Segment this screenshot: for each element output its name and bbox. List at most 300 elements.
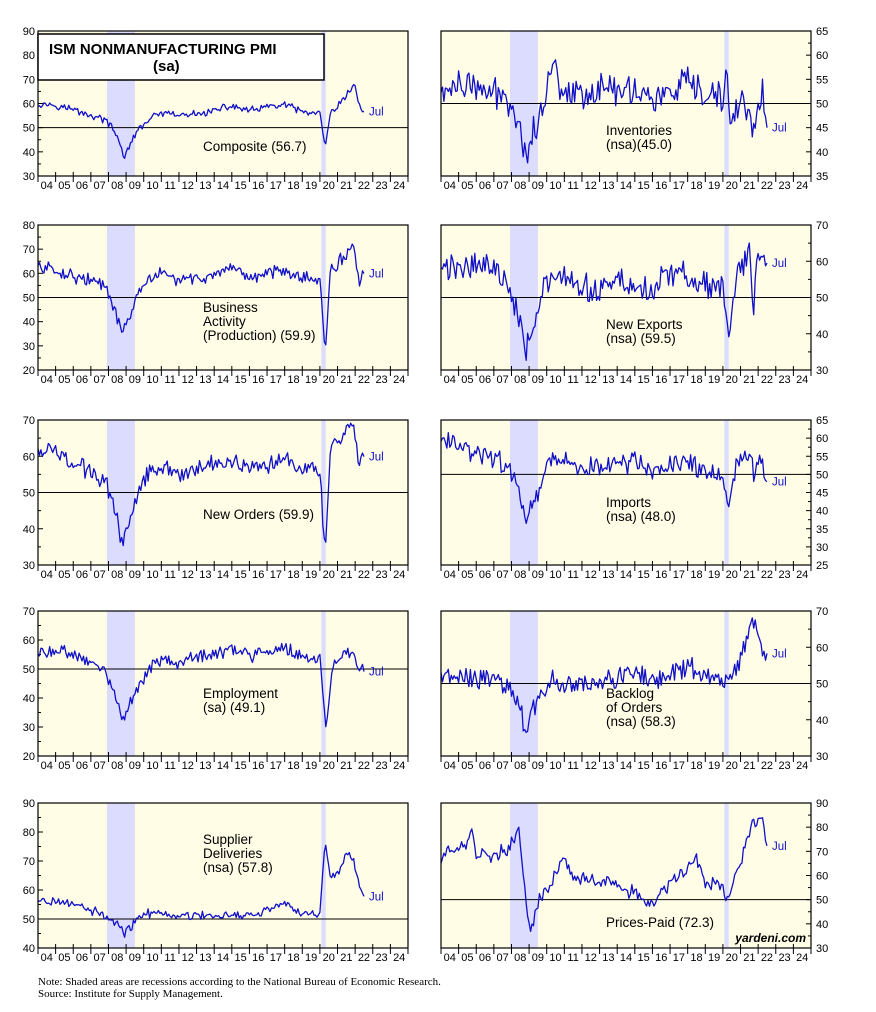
x-tick-label: 19 — [304, 180, 318, 192]
footnotes — [38, 976, 441, 1000]
last-month-label: Jul — [771, 648, 787, 661]
x-tick-label: 22 — [760, 180, 774, 192]
x-tick-label: 06 — [75, 952, 89, 964]
x-tick-label: 05 — [461, 760, 474, 772]
x-tick-label: 18 — [287, 180, 300, 192]
y-tick-label: 80 — [22, 827, 35, 839]
x-tick-label: 21 — [340, 952, 353, 964]
y-tick-label: 50 — [816, 894, 829, 907]
x-tick-label: 18 — [287, 374, 300, 386]
x-tick-label: 12 — [584, 952, 597, 964]
x-tick-label: 06 — [478, 180, 492, 192]
y-tick-label: 35 — [816, 523, 829, 536]
x-tick-label: 15 — [234, 180, 247, 192]
series-label: New Orders (59.9) — [203, 507, 315, 522]
x-tick-label: 19 — [707, 952, 721, 964]
x-tick-label: 23 — [375, 180, 388, 192]
x-tick-label: 13 — [199, 374, 212, 386]
series-label: (nsa) (57.8) — [203, 860, 273, 875]
x-tick-label: 10 — [146, 374, 159, 386]
x-tick-label: 21 — [340, 760, 353, 772]
x-tick-label: 20 — [322, 760, 335, 772]
y-tick-label: 45 — [816, 122, 829, 135]
x-tick-label: 16 — [655, 569, 668, 581]
series-label: Business — [203, 300, 258, 315]
plot-area — [441, 420, 811, 565]
y-tick-label: 80 — [22, 50, 35, 63]
y-tick-label: 35 — [816, 171, 829, 183]
x-tick-label: 14 — [216, 569, 230, 581]
x-tick-label: 20 — [725, 952, 738, 964]
x-tick-label: 22 — [357, 760, 371, 772]
x-tick-label: 19 — [304, 569, 318, 581]
y-tick-label: 30 — [816, 943, 829, 955]
x-tick-label: 11 — [164, 569, 176, 581]
y-tick-label: 50 — [816, 292, 829, 305]
x-tick-label: 07 — [496, 760, 509, 772]
y-tick-label: 40 — [22, 146, 35, 159]
x-tick-label: 23 — [778, 569, 791, 581]
x-tick-label: 21 — [340, 180, 353, 192]
x-tick-label: 23 — [375, 952, 388, 964]
x-tick-label: 24 — [393, 760, 406, 772]
x-tick-label: 13 — [602, 569, 615, 581]
x-tick-label: 10 — [549, 180, 562, 192]
x-tick-label: 13 — [199, 180, 212, 192]
x-tick-label: 04 — [40, 374, 53, 386]
chart-panel-5 — [23, 415, 408, 581]
y-tick-label: 90 — [22, 26, 35, 38]
x-tick-label: 05 — [461, 952, 474, 964]
x-tick-label: 07 — [496, 374, 509, 386]
x-tick-label: 12 — [584, 569, 597, 581]
x-tick-label: 19 — [304, 374, 318, 386]
x-tick-label: 21 — [743, 760, 756, 772]
x-tick-label: 17 — [269, 760, 282, 772]
series-label: Activity — [203, 314, 246, 329]
series-label: Prices-Paid (72.3) — [606, 915, 715, 930]
x-tick-label: 18 — [287, 569, 300, 581]
x-tick-label: 04 — [40, 952, 53, 964]
x-tick-label: 08 — [514, 374, 527, 386]
last-month-label: Jul — [771, 122, 787, 135]
y-tick-label: 30 — [816, 751, 829, 763]
y-tick-label: 50 — [22, 292, 35, 305]
y-tick-label: 45 — [816, 487, 829, 500]
y-tick-label: 65 — [816, 26, 829, 38]
y-tick-label: 70 — [22, 856, 35, 868]
x-tick-label: 16 — [252, 374, 265, 386]
x-tick-label: 10 — [146, 952, 159, 964]
x-tick-label: 11 — [164, 952, 176, 964]
chart-panel-4 — [441, 220, 828, 386]
x-tick-label: 11 — [567, 952, 579, 964]
y-tick-label: 30 — [22, 722, 35, 734]
y-tick-label: 60 — [22, 885, 35, 897]
main-title: ISM NONMANUFACTURING PMI — [49, 41, 277, 58]
x-tick-label: 17 — [269, 569, 282, 581]
x-tick-label: 11 — [567, 374, 579, 386]
x-tick-label: 10 — [549, 760, 562, 772]
y-tick-label: 25 — [816, 560, 829, 572]
y-tick-label: 40 — [22, 523, 35, 536]
x-tick-label: 07 — [93, 180, 106, 192]
series-label: of Orders — [606, 700, 663, 715]
x-tick-label: 09 — [531, 374, 545, 386]
x-tick-label: 21 — [340, 374, 353, 386]
y-tick-label: 50 — [816, 98, 829, 111]
plot-area — [38, 803, 408, 948]
x-tick-label: 08 — [514, 180, 527, 192]
x-tick-label: 22 — [357, 569, 371, 581]
x-tick-label: 16 — [252, 180, 265, 192]
y-tick-label: 50 — [22, 664, 35, 676]
y-tick-label: 60 — [816, 870, 829, 883]
x-tick-label: 22 — [357, 374, 371, 386]
x-tick-label: 13 — [199, 760, 212, 772]
x-tick-label: 20 — [322, 374, 335, 386]
series-label: (nsa) (59.5) — [606, 331, 676, 346]
x-tick-label: 14 — [216, 374, 230, 386]
x-tick-label: 09 — [128, 569, 142, 581]
x-tick-label: 22 — [760, 760, 774, 772]
y-tick-label: 65 — [816, 415, 829, 427]
y-tick-label: 20 — [22, 365, 35, 377]
y-tick-label: 60 — [816, 256, 829, 269]
x-tick-label: 04 — [443, 180, 456, 192]
x-tick-label: 14 — [619, 374, 633, 386]
x-tick-label: 05 — [58, 180, 71, 192]
y-tick-label: 40 — [22, 693, 35, 705]
x-tick-label: 23 — [375, 760, 388, 772]
x-tick-label: 18 — [287, 760, 300, 772]
x-tick-label: 08 — [514, 569, 527, 581]
x-tick-label: 21 — [743, 569, 756, 581]
y-tick-label: 30 — [816, 541, 829, 554]
chart-panel-9 — [23, 798, 408, 964]
y-tick-label: 90 — [22, 798, 35, 810]
x-tick-label: 05 — [461, 180, 474, 192]
x-tick-label: 07 — [496, 569, 509, 581]
x-tick-label: 20 — [725, 569, 738, 581]
series-label: (nsa) (48.0) — [606, 509, 676, 524]
x-tick-label: 06 — [75, 569, 89, 581]
y-tick-label: 50 — [22, 122, 35, 135]
x-tick-label: 15 — [637, 180, 650, 192]
chart-panel-6 — [441, 415, 828, 581]
x-tick-label: 20 — [725, 760, 738, 772]
x-tick-label: 16 — [252, 760, 265, 772]
x-tick-label: 22 — [760, 374, 774, 386]
last-month-label: Jul — [771, 840, 787, 853]
x-tick-label: 12 — [181, 569, 194, 581]
x-tick-label: 23 — [778, 374, 791, 386]
note-recessions: Note: Shaded areas are recessions according to the National Bureau of Economic Research. — [38, 976, 441, 988]
x-tick-label: 12 — [181, 952, 194, 964]
x-tick-label: 04 — [443, 952, 456, 964]
x-tick-label: 07 — [93, 569, 106, 581]
y-tick-label: 70 — [22, 74, 35, 87]
series-label: Inventories — [606, 123, 673, 138]
x-tick-label: 19 — [707, 180, 721, 192]
y-tick-label: 40 — [816, 918, 829, 931]
x-tick-label: 24 — [393, 374, 406, 386]
y-tick-label: 70 — [22, 244, 35, 257]
x-tick-label: 23 — [375, 569, 388, 581]
x-tick-label: 15 — [234, 760, 247, 772]
x-tick-label: 13 — [199, 952, 212, 964]
x-tick-label: 17 — [672, 180, 685, 192]
x-tick-label: 13 — [602, 180, 615, 192]
x-tick-label: 09 — [128, 760, 142, 772]
x-tick-label: 11 — [164, 374, 176, 386]
x-tick-label: 14 — [619, 569, 633, 581]
last-month-label: Jul — [368, 268, 384, 281]
x-tick-label: 17 — [269, 180, 282, 192]
series-label: New Exports — [606, 317, 683, 332]
x-tick-label: 10 — [549, 952, 562, 964]
x-tick-label: 22 — [760, 952, 774, 964]
x-tick-label: 13 — [602, 760, 615, 772]
x-tick-label: 16 — [655, 952, 668, 964]
x-tick-label: 20 — [725, 180, 738, 192]
x-tick-label: 20 — [725, 374, 738, 386]
x-tick-label: 15 — [637, 952, 650, 964]
x-tick-label: 24 — [796, 180, 809, 192]
x-tick-label: 09 — [128, 180, 142, 192]
x-tick-label: 07 — [93, 374, 106, 386]
x-tick-label: 07 — [93, 760, 106, 772]
x-tick-label: 15 — [637, 374, 650, 386]
y-tick-label: 40 — [22, 316, 35, 329]
last-month-label: Jul — [368, 891, 384, 904]
x-tick-label: 08 — [111, 760, 124, 772]
recession-band-1 — [510, 420, 538, 565]
last-month-label: Jul — [368, 106, 384, 119]
chart-panel-8 — [441, 606, 828, 772]
series-label: (sa) (49.1) — [203, 700, 266, 715]
x-tick-label: 04 — [40, 569, 53, 581]
x-tick-label: 09 — [128, 374, 142, 386]
x-tick-label: 19 — [707, 374, 721, 386]
x-tick-label: 16 — [655, 760, 668, 772]
x-tick-label: 13 — [602, 952, 615, 964]
series-label: Deliveries — [203, 846, 263, 861]
chart-panel-7 — [23, 606, 408, 772]
x-tick-label: 11 — [164, 180, 176, 192]
x-tick-label: 10 — [146, 180, 159, 192]
x-tick-label: 21 — [340, 569, 353, 581]
x-tick-label: 12 — [181, 374, 194, 386]
x-tick-label: 09 — [128, 952, 142, 964]
y-tick-label: 60 — [22, 268, 35, 281]
x-tick-label: 05 — [58, 760, 71, 772]
x-tick-label: 09 — [531, 760, 545, 772]
x-tick-label: 10 — [146, 569, 159, 581]
x-tick-label: 11 — [567, 180, 579, 192]
last-month-label: Jul — [771, 476, 787, 489]
y-tick-label: 40 — [22, 943, 35, 955]
x-tick-label: 15 — [234, 374, 247, 386]
y-tick-label: 60 — [22, 98, 35, 111]
series-label: Supplier — [203, 832, 253, 847]
y-tick-label: 40 — [816, 146, 829, 159]
x-tick-label: 19 — [707, 760, 721, 772]
x-tick-label: 04 — [443, 569, 456, 581]
x-tick-label: 22 — [357, 180, 371, 192]
x-tick-label: 21 — [743, 374, 756, 386]
x-tick-label: 08 — [111, 180, 124, 192]
x-tick-label: 06 — [478, 374, 492, 386]
y-tick-label: 70 — [816, 606, 829, 618]
x-tick-label: 24 — [796, 569, 809, 581]
x-tick-label: 09 — [531, 569, 545, 581]
x-tick-label: 22 — [357, 952, 371, 964]
x-tick-label: 17 — [672, 952, 685, 964]
y-tick-label: 30 — [22, 560, 35, 572]
x-tick-label: 08 — [514, 760, 527, 772]
x-tick-label: 06 — [478, 952, 492, 964]
x-tick-label: 10 — [146, 760, 159, 772]
x-tick-label: 06 — [478, 760, 492, 772]
x-tick-label: 17 — [672, 374, 685, 386]
x-tick-label: 08 — [514, 952, 527, 964]
x-tick-label: 17 — [269, 374, 282, 386]
y-tick-label: 60 — [816, 50, 829, 63]
x-tick-label: 21 — [743, 952, 756, 964]
series-label: (nsa) (58.3) — [606, 714, 676, 729]
last-month-label: Jul — [368, 451, 384, 464]
x-tick-label: 19 — [707, 569, 721, 581]
x-tick-label: 12 — [181, 180, 194, 192]
x-tick-label: 07 — [93, 952, 106, 964]
x-tick-label: 18 — [690, 952, 703, 964]
x-tick-label: 05 — [461, 569, 474, 581]
x-tick-label: 16 — [655, 180, 668, 192]
x-tick-label: 24 — [393, 180, 406, 192]
x-tick-label: 16 — [252, 952, 265, 964]
x-tick-label: 24 — [796, 760, 809, 772]
x-tick-label: 24 — [796, 952, 809, 964]
y-tick-label: 70 — [22, 606, 35, 618]
recession-band-2 — [724, 803, 728, 948]
x-tick-label: 12 — [584, 760, 597, 772]
x-tick-label: 12 — [584, 180, 597, 192]
x-tick-label: 15 — [234, 569, 247, 581]
y-tick-label: 30 — [22, 340, 35, 353]
y-tick-label: 50 — [22, 487, 35, 500]
x-tick-label: 14 — [216, 760, 230, 772]
x-tick-label: 06 — [75, 374, 89, 386]
x-tick-label: 04 — [40, 760, 53, 772]
x-tick-label: 17 — [672, 760, 685, 772]
y-tick-label: 40 — [816, 714, 829, 727]
x-tick-label: 23 — [375, 374, 388, 386]
y-tick-label: 50 — [816, 678, 829, 691]
x-tick-label: 19 — [304, 952, 318, 964]
x-tick-label: 08 — [111, 952, 124, 964]
y-tick-label: 30 — [816, 365, 829, 377]
x-tick-label: 14 — [619, 952, 633, 964]
x-tick-label: 23 — [778, 952, 791, 964]
x-tick-label: 11 — [567, 569, 579, 581]
x-tick-label: 09 — [531, 180, 545, 192]
y-tick-label: 40 — [816, 328, 829, 341]
x-tick-label: 06 — [478, 569, 492, 581]
main-title-box — [38, 34, 324, 80]
x-tick-label: 10 — [549, 374, 562, 386]
x-tick-label: 14 — [619, 180, 633, 192]
x-tick-label: 16 — [252, 569, 265, 581]
x-tick-label: 07 — [496, 180, 509, 192]
x-tick-label: 10 — [549, 569, 562, 581]
x-tick-label: 23 — [778, 760, 791, 772]
series-label: (nsa)(45.0) — [606, 137, 673, 152]
x-tick-label: 13 — [199, 569, 212, 581]
y-tick-label: 50 — [816, 469, 829, 482]
series-label: Backlog — [606, 686, 655, 701]
x-tick-label: 06 — [75, 760, 89, 772]
x-tick-label: 12 — [181, 760, 194, 772]
x-tick-label: 14 — [216, 180, 230, 192]
x-tick-label: 07 — [496, 952, 509, 964]
x-tick-label: 20 — [322, 952, 335, 964]
recession-band-1 — [107, 803, 135, 948]
chart-panel-2 — [441, 26, 828, 192]
x-tick-label: 15 — [637, 569, 650, 581]
y-tick-label: 60 — [816, 433, 829, 446]
x-tick-label: 23 — [778, 180, 791, 192]
x-tick-label: 05 — [58, 569, 71, 581]
x-tick-label: 15 — [637, 760, 650, 772]
x-tick-label: 12 — [584, 374, 597, 386]
x-tick-label: 14 — [216, 952, 230, 964]
series-label: Composite (56.7) — [203, 139, 307, 154]
main-subtitle: (sa) — [153, 58, 180, 75]
x-tick-label: 18 — [690, 374, 703, 386]
x-tick-label: 09 — [531, 952, 545, 964]
y-tick-label: 80 — [22, 220, 35, 232]
y-tick-label: 70 — [22, 415, 35, 427]
x-tick-label: 05 — [461, 374, 474, 386]
x-tick-label: 11 — [164, 760, 176, 772]
y-tick-label: 40 — [816, 505, 829, 518]
x-tick-label: 20 — [322, 569, 335, 581]
chart-panel-3 — [23, 220, 408, 386]
series-label: (Production) (59.9) — [203, 328, 316, 343]
y-tick-label: 90 — [816, 798, 829, 810]
y-tick-label: 60 — [22, 451, 35, 464]
x-tick-label: 24 — [393, 569, 406, 581]
x-tick-label: 17 — [269, 952, 282, 964]
x-tick-label: 04 — [40, 180, 53, 192]
x-tick-label: 05 — [58, 952, 71, 964]
y-tick-label: 55 — [816, 451, 829, 464]
x-tick-label: 22 — [760, 569, 774, 581]
x-tick-label: 08 — [111, 569, 124, 581]
y-tick-label: 30 — [22, 171, 35, 183]
x-tick-label: 04 — [443, 760, 456, 772]
last-month-label: Jul — [771, 258, 787, 271]
watermark: yardeni.com — [735, 931, 806, 945]
x-tick-label: 17 — [672, 569, 685, 581]
x-tick-label: 24 — [393, 952, 406, 964]
x-tick-label: 20 — [322, 180, 335, 192]
x-tick-label: 14 — [619, 760, 633, 772]
x-tick-label: 21 — [743, 180, 756, 192]
x-tick-label: 16 — [655, 374, 668, 386]
x-tick-label: 04 — [443, 374, 456, 386]
